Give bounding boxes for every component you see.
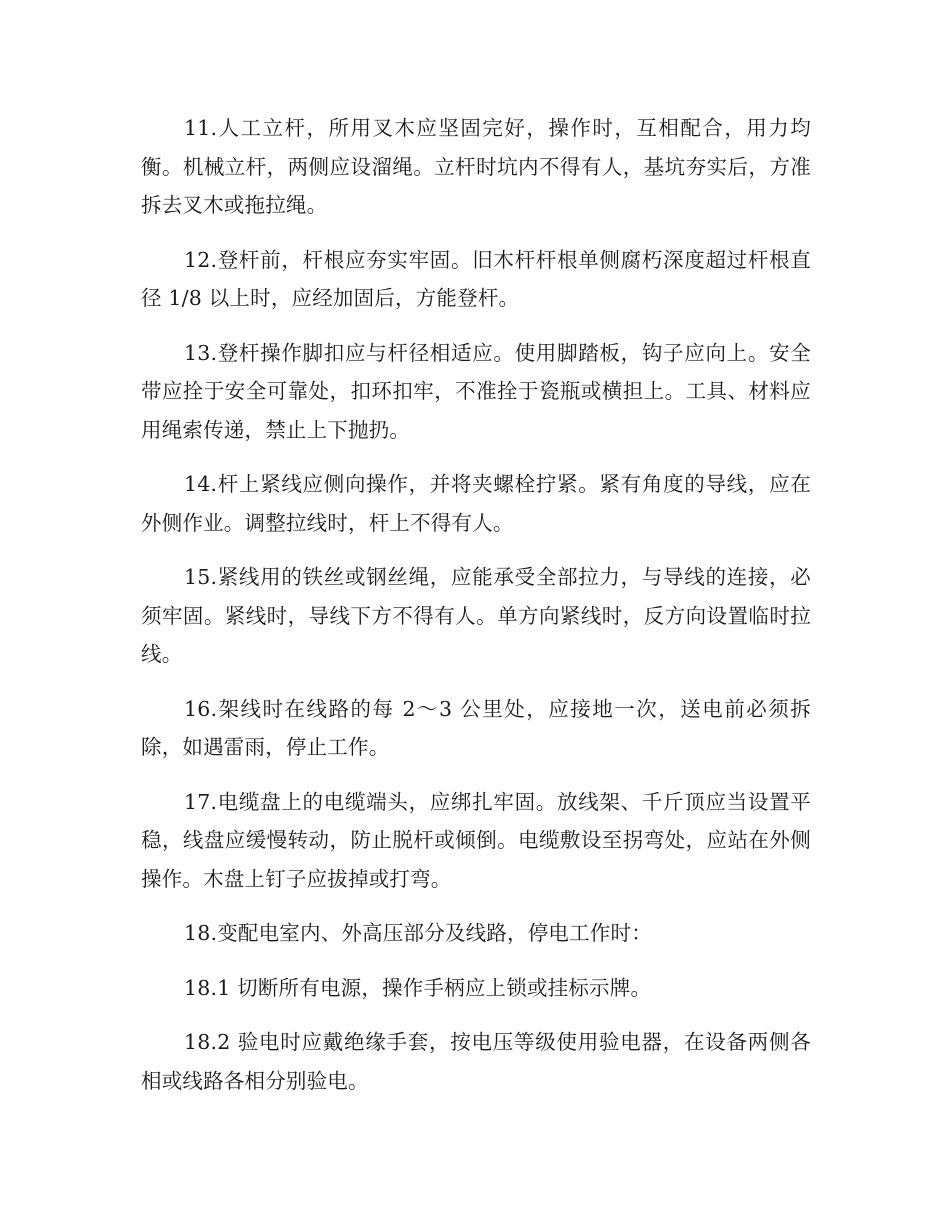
paragraph-12: 12.登杆前，杆根应夯实牢固。旧木杆杆根单侧腐朽深度超过杆根直径 1/8 以上时，应经加固后，方能登杆。 (141, 247, 811, 310)
paragraph-11: 11.人工立杆，所用叉木应坚固完好，操作时，互相配合，用力均衡。机械立杆，两侧应设溜绳。立杆时坑内不得有人，基坑夯实后，方准拆去叉木或拖拉绳。 (141, 116, 811, 217)
paragraph-17: 17.电缆盘上的电缆端头，应绑扎牢固。放线架、千斤顶应当设置平稳，线盘应缓慢转动，防止脱杆或倾倒。电缆敷设至拐弯处，应站在外侧操作。木盘上钉子应拔掉或打弯。 (141, 789, 811, 891)
paragraph-18-2: 18.2 验电时应戴绝缘手套，按电压等级使用验电器，在设备两侧各相或线路各相分别验电。 (141, 1030, 811, 1093)
paragraph-18: 18.变配电室内、外高压部分及线路，停电工作时： (184, 921, 652, 945)
paragraph-14: 14.杆上紧线应侧向操作，并将夹螺栓拧紧。紧有角度的导线，应在外侧作业。调整拉线时，杆上不得有人。 (141, 472, 811, 535)
paragraph-18-1: 18.1 切断所有电源，操作手柄应上锁或挂标示牌。 (184, 975, 652, 1000)
paragraph-15: 15.紧线用的铁丝或钢丝绳，应能承受全部拉力，与导线的连接，必须牢固。紧线时，导线下方不得有人。单方向紧线时，反方向设置临时拉线。 (141, 565, 811, 666)
paragraph-16: 16.架线时在线路的每 2～3 公里处，应接地一次，送电前必须拆除，如遇雷雨，停止工作。 (141, 696, 811, 759)
paragraph-13: 13.登杆操作脚扣应与杆径相适应。使用脚踏板，钩子应向上。安全带应拴于安全可靠处，扣环扣牢，不准拴于瓷瓶或横担上。工具、材料应用绳索传递，禁止上下抛扔。 (141, 340, 811, 442)
document-body (141, 109, 811, 1116)
